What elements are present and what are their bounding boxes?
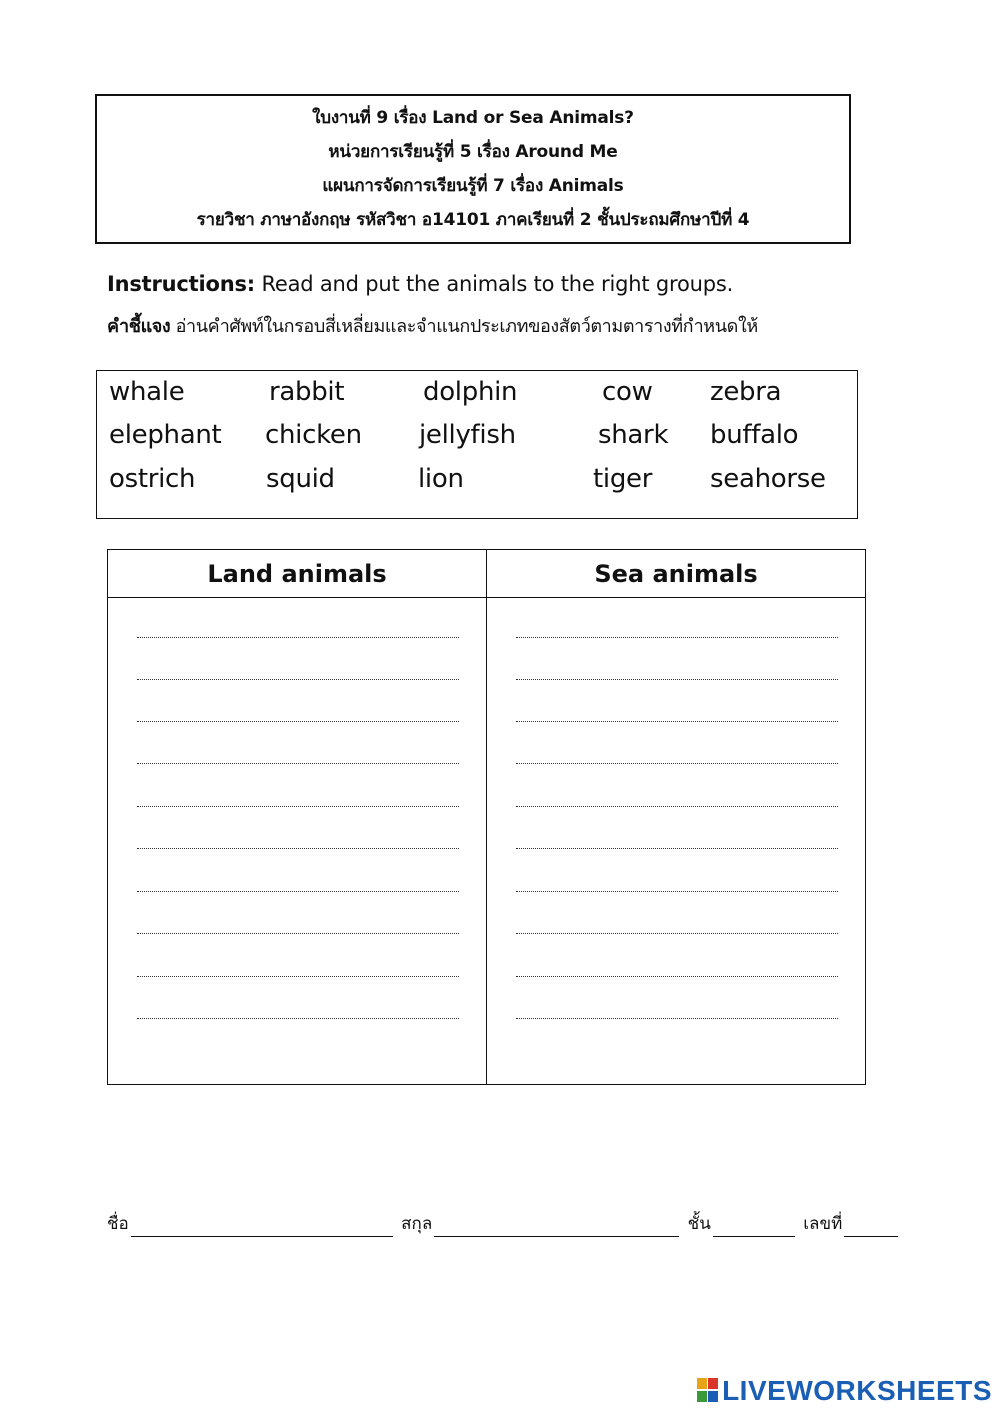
sea-answer-line[interactable] xyxy=(516,679,838,680)
number-field[interactable] xyxy=(844,1216,898,1237)
sorting-table xyxy=(107,549,866,1085)
header-line-3: แผนการจัดการเรียนรู้ที่ 7 เรื่อง Animals xyxy=(322,176,624,196)
header-line-1: ใบงานที่ 9 เรื่อง Land or Sea Animals? xyxy=(312,108,634,128)
liveworksheets-logo xyxy=(697,1375,992,1407)
word-bank-item: whale xyxy=(109,377,185,407)
header-line-2: หน่วยการเรียนรู้ที่ 5 เรื่อง Around Me xyxy=(328,142,618,162)
instructions-thai-label: คำชี้แจง xyxy=(107,316,171,337)
column-divider xyxy=(486,550,487,1084)
instructions-thai-text: อ่านคำศัพท์ในกรอบสี่เหลี่ยมและจำแนกประเภทของสัตว์ตามตารางที่กำหนดให้ xyxy=(170,316,758,337)
word-bank-item: squid xyxy=(266,464,335,494)
word-bank-item: cow xyxy=(602,377,653,407)
sea-answer-line[interactable] xyxy=(516,891,838,892)
liveworksheets-logo-icon xyxy=(697,1378,719,1404)
word-bank-item: dolphin xyxy=(423,377,518,407)
land-answer-line[interactable] xyxy=(137,891,459,892)
word-bank-item: elephant xyxy=(109,420,222,450)
liveworksheets-logo-text: LIVEWORKSHEETS xyxy=(722,1375,992,1406)
header-line-4: รายวิชา ภาษาอังกฤษ รหัสวิชา อ14101 ภาคเรียนที่ 2 ชั้นประถมศึกษาปีที่ 4 xyxy=(196,210,750,230)
word-bank-box xyxy=(96,370,858,519)
sea-animals-header: Sea animals xyxy=(594,559,758,588)
land-answer-line[interactable] xyxy=(137,763,459,764)
land-answer-line[interactable] xyxy=(137,933,459,934)
land-animals-header: Land animals xyxy=(207,559,387,588)
sea-answer-line[interactable] xyxy=(516,1018,838,1019)
instructions-thai xyxy=(107,311,758,340)
sea-answer-line[interactable] xyxy=(516,721,838,722)
land-answer-line[interactable] xyxy=(137,848,459,849)
land-answer-line[interactable] xyxy=(137,1018,459,1019)
surname-field[interactable] xyxy=(434,1216,679,1237)
sea-answer-line[interactable] xyxy=(516,806,838,807)
word-bank-item: buffalo xyxy=(710,420,799,450)
word-bank-item: shark xyxy=(598,420,669,450)
sea-answer-line[interactable] xyxy=(516,637,838,638)
land-answer-line[interactable] xyxy=(137,806,459,807)
land-answer-line[interactable] xyxy=(137,637,459,638)
surname-label: สกุล xyxy=(401,1214,433,1234)
instructions-label: Instructions: xyxy=(107,272,255,296)
land-answer-line[interactable] xyxy=(137,976,459,977)
number-label: เลขที่ xyxy=(803,1214,843,1234)
sea-answer-line[interactable] xyxy=(516,763,838,764)
instructions-text: Read and put the animals to the right groups. xyxy=(254,272,734,296)
sea-answer-line[interactable] xyxy=(516,976,838,977)
word-bank-item: lion xyxy=(418,464,464,494)
word-bank-item: zebra xyxy=(710,377,782,407)
name-label: ชื่อ xyxy=(107,1214,129,1234)
class-label: ชั้น xyxy=(687,1214,711,1234)
word-bank-item: ostrich xyxy=(109,464,196,494)
sea-answer-line[interactable] xyxy=(516,848,838,849)
land-answer-line[interactable] xyxy=(137,679,459,680)
word-bank-item: seahorse xyxy=(710,464,826,494)
land-answer-line[interactable] xyxy=(137,721,459,722)
worksheet-header-box xyxy=(95,94,851,244)
word-bank-item: rabbit xyxy=(269,377,345,407)
name-field[interactable] xyxy=(131,1216,393,1237)
class-field[interactable] xyxy=(713,1216,795,1237)
word-bank-item: chicken xyxy=(265,420,362,450)
student-info-footer xyxy=(107,1210,901,1237)
instructions-english xyxy=(107,272,733,296)
word-bank-item: jellyfish xyxy=(419,420,516,450)
sea-answer-line[interactable] xyxy=(516,933,838,934)
word-bank-item: tiger xyxy=(593,464,653,494)
